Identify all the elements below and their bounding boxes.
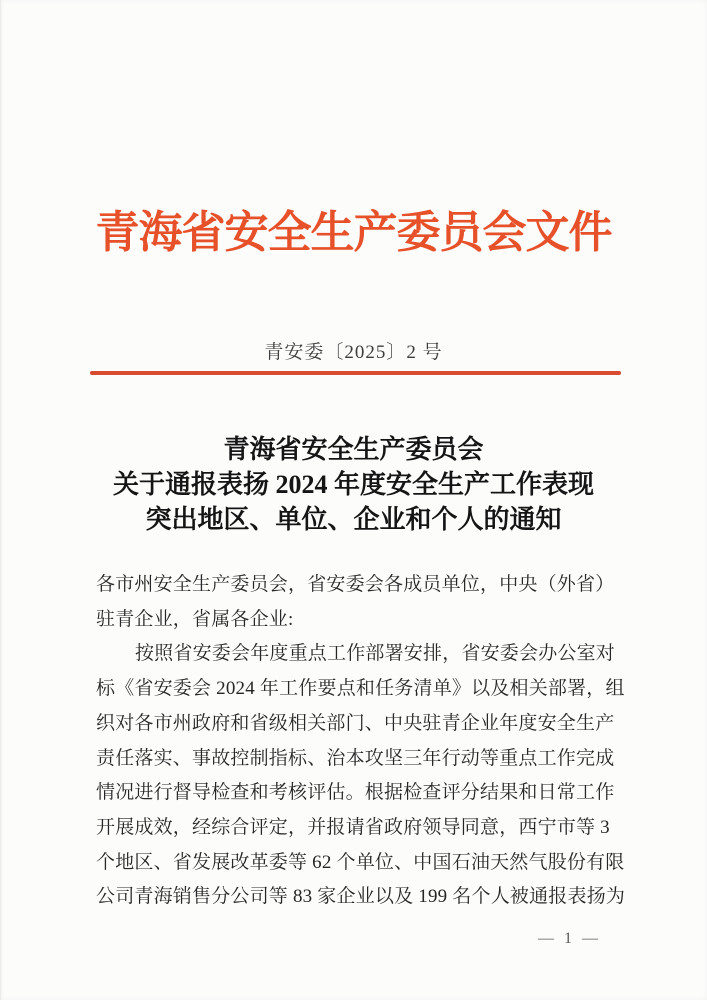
body-line-5: 织对各市州政府和省级相关部门、中央驻青企业年度安全生产 bbox=[96, 712, 615, 734]
body-line-1: 各市州安全生产委员会，省安委会各成员单位，中央（外省） bbox=[96, 574, 615, 595]
body-line-9: 个地区、省发展改革委等 62 个单位、中国石油天然气股份有限 bbox=[96, 851, 625, 873]
notice-title-line-3: 突出地区、单位、企业和个人的通知 bbox=[145, 505, 562, 534]
body-line-4: 标《省安委会 2024 年工作要点和任务清单》以及相关部署，组 bbox=[96, 678, 625, 700]
notice-body bbox=[96, 568, 624, 915]
page-number: — 1 — bbox=[538, 930, 601, 947]
body-line-8: 开展成效，经综合评定，并报请省政府领导同意，西宁市等 3 bbox=[96, 816, 610, 838]
body-line-6: 责任落实、事故控制指标、治本攻坚三年行动等重点工作完成 bbox=[96, 747, 615, 769]
body-line-2: 驻青企业，省属各企业: bbox=[96, 608, 294, 630]
body-line-7: 情况进行督导检查和考核评估。根据检查评分结果和日常工作 bbox=[96, 782, 615, 804]
document-number: 青安委〔2025〕2 号 bbox=[264, 342, 443, 363]
notice-title-line-1: 青海省安全生产委员会 bbox=[223, 435, 484, 464]
body-line-3: 按照省安委会年度重点工作部署安排，省安委会办公室对 bbox=[135, 643, 616, 665]
body-line-10: 公司青海销售分公司等 83 家企业以及 199 名个人被通报表扬为 bbox=[96, 886, 626, 908]
red-separator-line bbox=[90, 371, 621, 375]
notice-title-line-2: 关于通报表扬 2024 年度安全生产工作表现 bbox=[112, 470, 594, 499]
notice-title bbox=[0, 432, 707, 537]
document-header-title: 青海省安全生产委员会文件 bbox=[95, 208, 612, 257]
